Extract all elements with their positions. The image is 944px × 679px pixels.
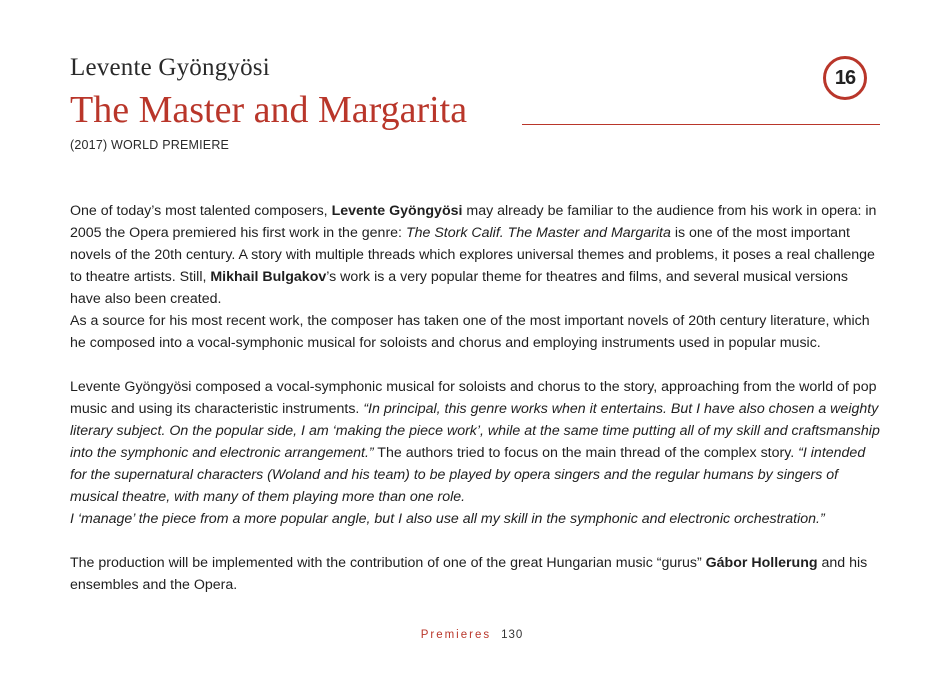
composer-bold: Levente Gyöngyösi: [331, 203, 463, 219]
page-badge: 16: [823, 56, 867, 100]
title-row: [70, 88, 880, 132]
text-run: One of today’s most talented composers,: [70, 203, 332, 219]
composer-name: Levente Gyöngyösi: [70, 54, 270, 81]
page-number: 130: [501, 629, 524, 641]
text-run: and his ensembles and the Opera.: [70, 555, 868, 593]
footer-section: Premieres: [420, 629, 492, 641]
title-rule: [522, 124, 880, 125]
quote-italic: “I intended for the supernatural characters (Woland and his team) to be played by opera singers and the regular humans by singers of musical theatre, with many of them playing more than one role.: [70, 445, 866, 505]
paragraph-gap: [70, 354, 880, 376]
paragraph-4: [70, 552, 880, 596]
text-run: is one of the most important novels of the 20th century. A story with multiple threads which explores universal themes and problems, it poses a real challenge to theatre artists. Still,: [70, 225, 875, 285]
text-run: The authors tried to focus on the main thread of the complex story.: [373, 445, 799, 461]
page-title: The Master and Margarita: [70, 89, 468, 131]
text-run: may already be familiar to the audience from his work in opera: in 2005 the Opera premiered his first work in the genre:: [70, 203, 877, 241]
author-bold: Mikhail Bulgakov: [210, 269, 327, 285]
paragraph-3: [70, 376, 880, 530]
work-title-italic: The Stork Calif. The Master and Margarita: [405, 225, 671, 241]
page-footer: [0, 629, 944, 641]
paragraph-gap: [70, 530, 880, 552]
paragraph-1: [70, 200, 880, 310]
text-run: Levente Gyöngyösi composed a vocal-symphonic musical for soloists and chorus to the story, approaching from the world of pop music and using its characteristic instruments.: [70, 379, 877, 417]
text-run: ’s work is a very popular theme for theatres and films, and several musical versions have also been created.: [70, 269, 848, 307]
quote-italic: I ‘manage’ the piece from a more popular angle, but I also use all my skill in the symphonic and electronic orchestration.”: [70, 511, 825, 527]
subtitle: (2017) WORLD PREMIERE: [70, 138, 230, 152]
article-body: [70, 200, 880, 596]
paragraph-2: As a source for his most recent work, the composer has taken one of the most important novels of 20th century literature, which he composed into a vocal-symphonic musical for soloists and chorus and employing instruments used in popular music.: [70, 313, 870, 351]
text-run: The production will be implemented with the contribution of one of the great Hungarian music “gurus”: [70, 555, 706, 571]
conductor-bold: Gábor Hollerung: [705, 555, 818, 571]
quote-italic: “In principal, this genre works when it entertains. But I have also chosen a weighty literary subject. On the popular side, I am ‘making the piece work’, while at the same time putting all of my skill and craftsmanship into the symphonic and electronic arrangement.”: [70, 401, 880, 461]
